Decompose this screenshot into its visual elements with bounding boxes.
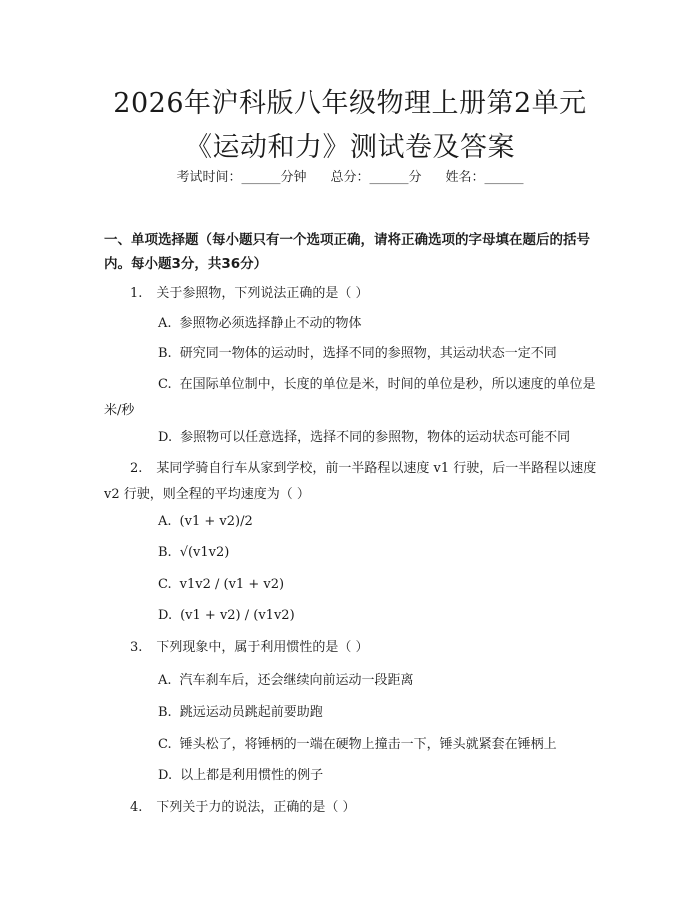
question-1-option-c xyxy=(104,372,600,424)
question-1 xyxy=(104,281,600,307)
question-1-option-b xyxy=(104,341,600,367)
exam-time-field: 考试时间：______分钟 xyxy=(176,170,307,185)
option-text: 参照物必须选择静止不动的物体 xyxy=(179,316,362,331)
question-2-option-d xyxy=(104,603,600,629)
option-letter: C. xyxy=(158,737,172,752)
option-text: 锤头松了，将锤柄的一端在硬物上撞击一下，锤头就紧套在锤柄上 xyxy=(179,737,557,752)
option-letter: B. xyxy=(158,545,172,560)
exam-meta xyxy=(0,168,700,188)
option-letter: C. xyxy=(158,377,172,392)
question-stem: 某同学骑自行车从家到学校，前一半路程以速度 v1 行驶，后一半路程以速度 v2 行驶，则全程的平均速度为（ ） xyxy=(104,461,597,502)
option-text: 参照物可以任意选择，选择不同的参照物，物体的运动状态可能不同 xyxy=(180,430,571,445)
question-2-option-c xyxy=(104,572,600,598)
option-letter: A. xyxy=(158,316,172,331)
option-text: 跳远运动员跳起前要助跑 xyxy=(179,705,323,720)
option-letter: A. xyxy=(158,673,172,688)
question-2-option-a xyxy=(104,509,600,535)
option-text: (v1 + v2)/2 xyxy=(179,514,253,529)
section-heading: 一、单项选择题（每小题只有一个选项正确，请将正确选项的字母填在题后的括号内。每小题3分，共36分） xyxy=(104,232,590,272)
option-letter: B. xyxy=(158,346,172,361)
option-letter: D. xyxy=(158,608,173,623)
question-1-option-a xyxy=(104,311,600,337)
option-text: 汽车刹车后，还会继续向前运动一段距离 xyxy=(179,673,414,688)
total-score-field: 总分：______分 xyxy=(330,170,422,185)
question-number: 2. xyxy=(130,461,143,476)
question-3-option-d xyxy=(104,763,600,789)
option-text: 以上都是利用惯性的例子 xyxy=(180,768,324,783)
option-letter: D. xyxy=(158,768,173,783)
question-stem: 下列现象中，属于利用惯性的是（ ） xyxy=(156,640,369,655)
student-name-field: 姓名：______ xyxy=(445,170,524,185)
option-letter: A. xyxy=(158,514,172,529)
question-number: 1. xyxy=(130,286,143,301)
option-text: 研究同一物体的运动时，选择不同的参照物，其运动状态一定不同 xyxy=(179,346,557,361)
question-3 xyxy=(104,635,600,661)
question-stem: 下列关于力的说法，正确的是（ ） xyxy=(156,800,356,815)
option-letter: C. xyxy=(158,577,172,592)
question-number: 3. xyxy=(130,640,143,655)
question-1-option-d xyxy=(104,425,600,451)
option-letter: D. xyxy=(158,430,173,445)
document-title: 2026年沪科版八年级物理上册第2单元《运动和力》测试卷及答案 xyxy=(113,88,587,163)
option-text: √(v1v2) xyxy=(179,545,230,560)
option-text: 在国际单位制中，长度的单位是米，时间的单位是秒，所以速度的单位是米/秒 xyxy=(104,377,596,418)
option-text: v1v2 / (v1 + v2) xyxy=(179,577,285,592)
question-stem: 关于参照物，下列说法正确的是（ ） xyxy=(156,286,369,301)
question-3-option-b xyxy=(104,700,600,726)
option-text: (v1 + v2) / (v1v2) xyxy=(180,608,295,623)
question-4 xyxy=(104,795,600,821)
option-letter: B. xyxy=(158,705,172,720)
question-2-option-b xyxy=(104,540,600,566)
question-3-option-c xyxy=(104,732,600,758)
question-2 xyxy=(104,456,600,508)
question-3-option-a xyxy=(104,668,600,694)
question-number: 4. xyxy=(130,800,143,815)
